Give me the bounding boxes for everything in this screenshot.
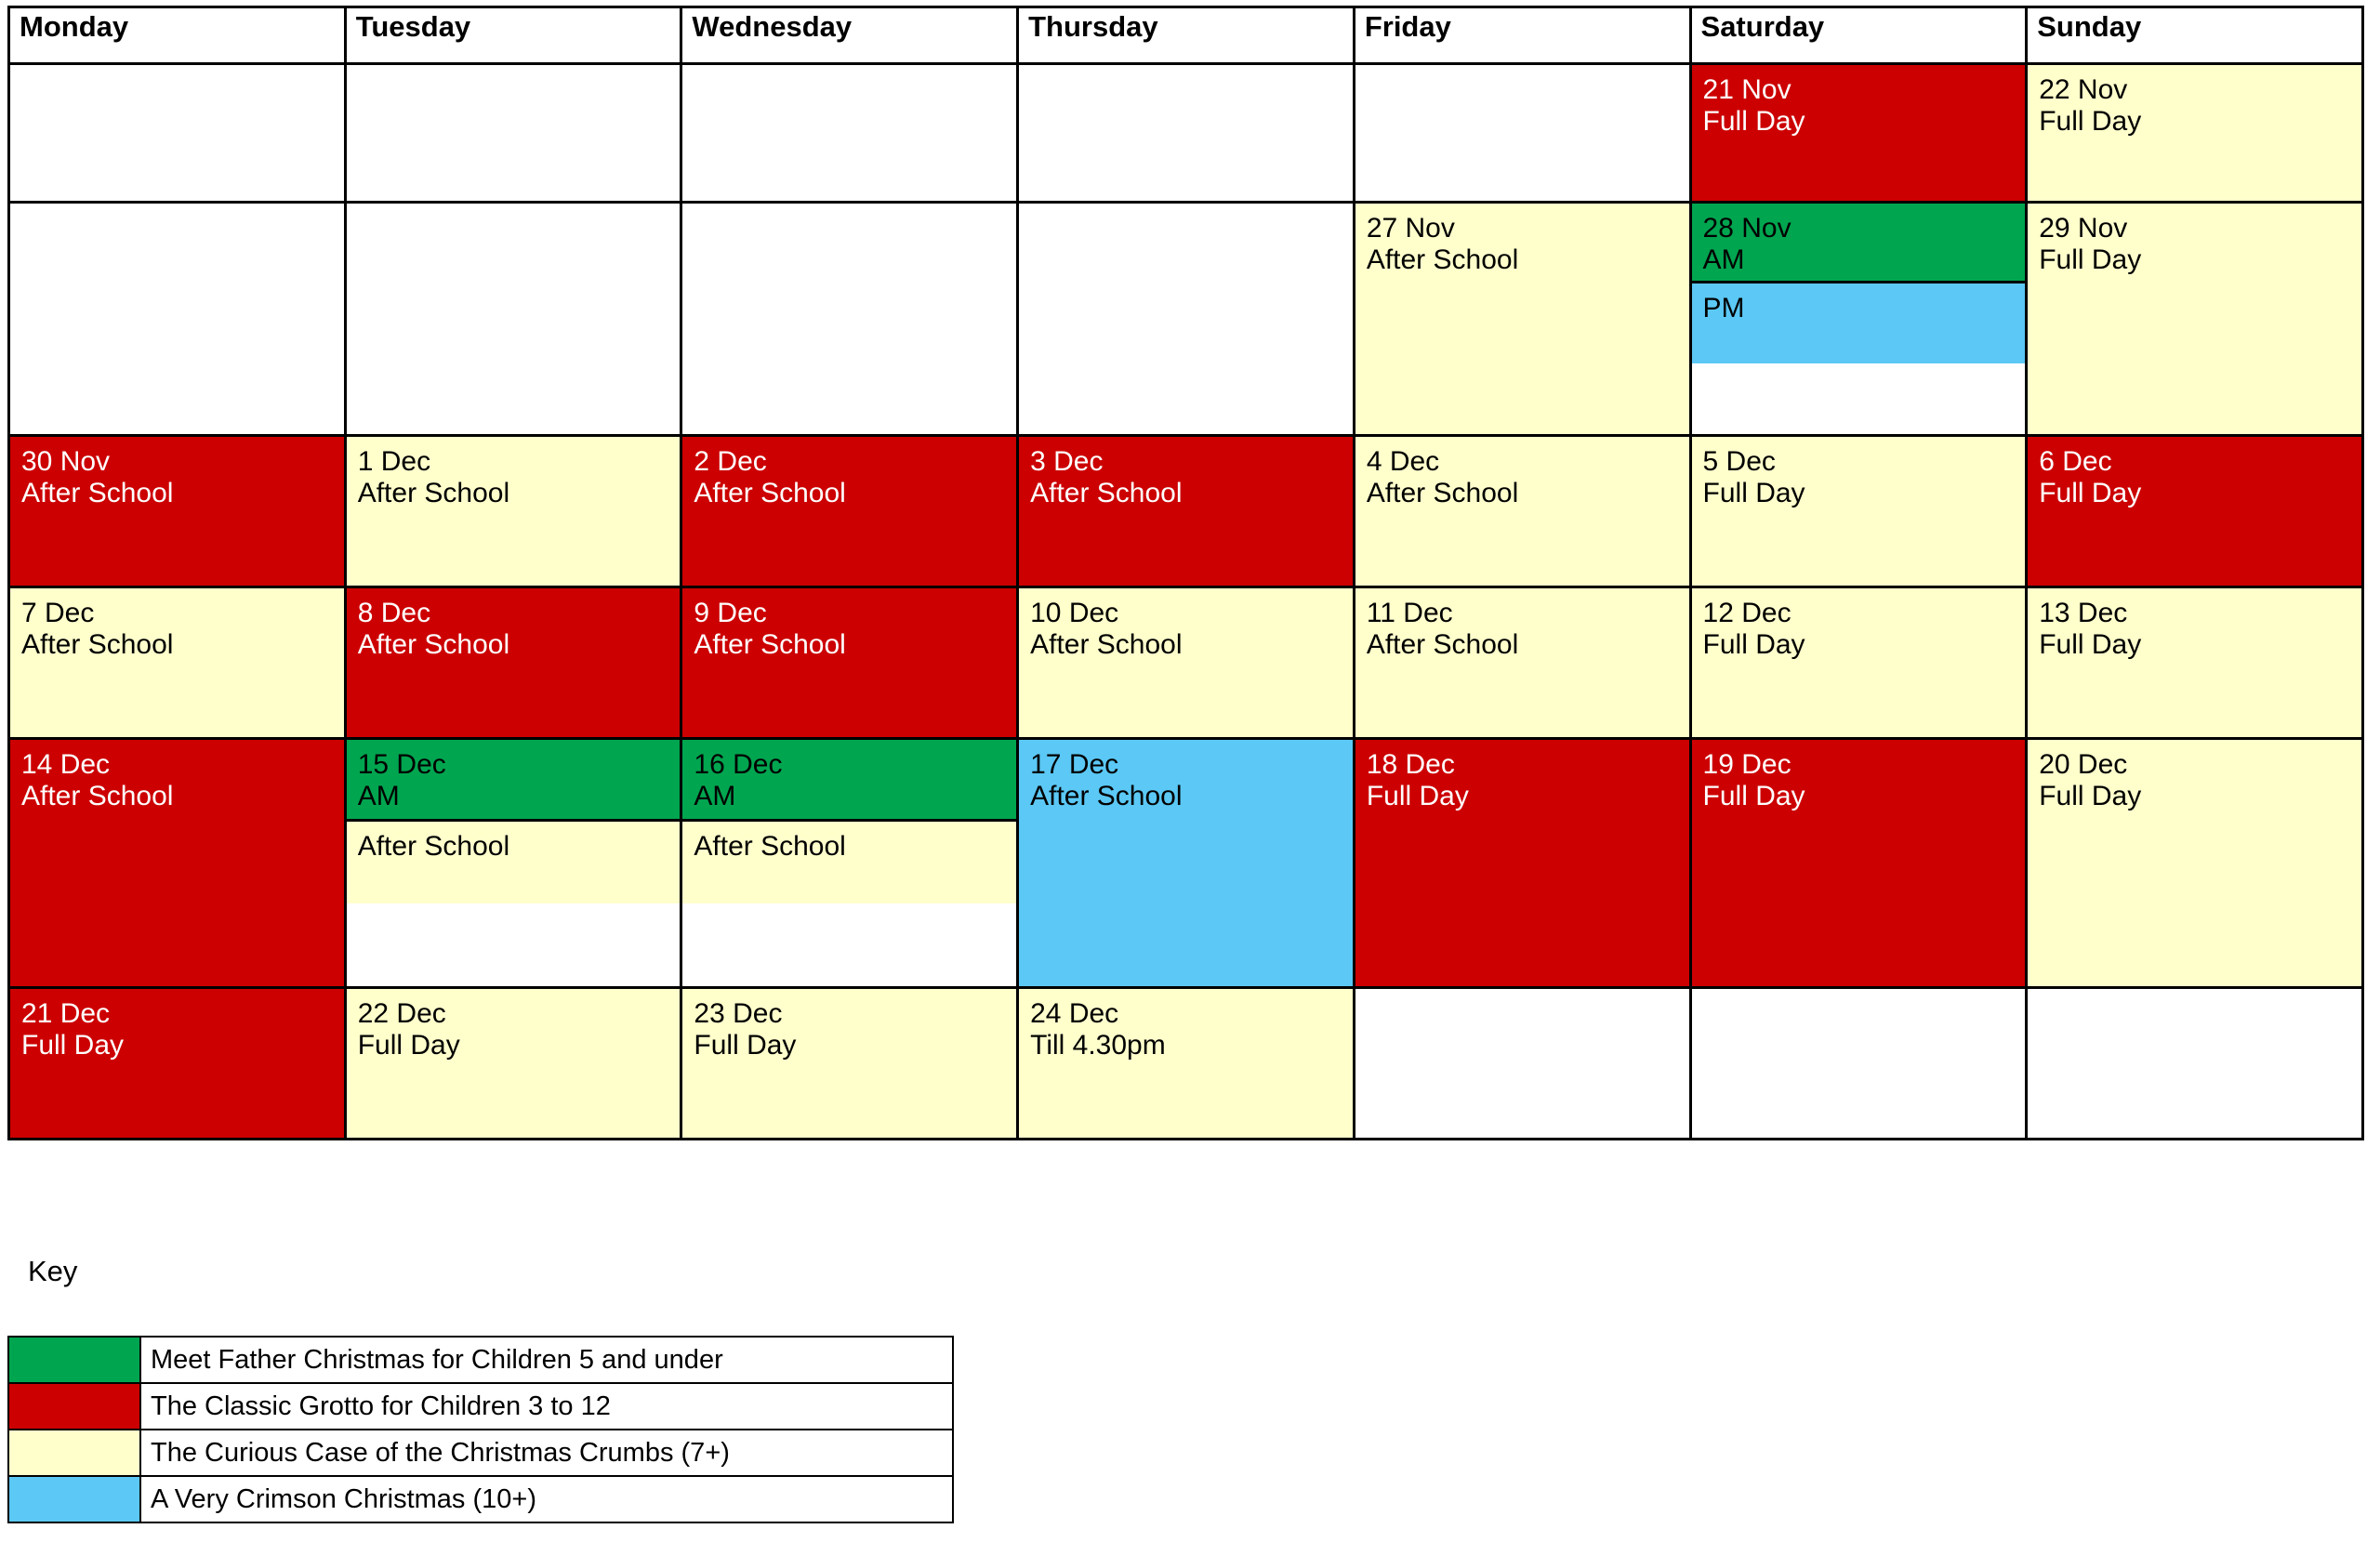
day-session-label: Full Day [694,1029,797,1061]
calendar-cell[interactable] [1354,739,1690,988]
day-cell-24-dec [1019,989,1353,1138]
calendar-cell[interactable] [2027,203,2363,436]
day-cell-27-nov [1355,204,1689,434]
calendar-cell[interactable] [1690,436,2027,587]
day-session-label: Full Day [2039,628,2142,660]
day-session-label: After School [1366,244,1519,275]
calendar-cell[interactable] [345,587,681,739]
day-session-label: After School [21,628,174,660]
key-row [8,1383,953,1430]
weekday-header-thursday: Thursday [1018,7,1355,64]
day-session-label: Full Day [1702,105,1805,137]
day-cell-23-dec [682,989,1016,1138]
day-date: 15 Dec [357,749,446,780]
calendar-cell[interactable] [681,587,1018,739]
key-swatch-cream-icon [8,1430,140,1476]
day-session-label: After School [1030,780,1183,811]
day-session-label: After School [1366,628,1519,660]
key-row [8,1430,953,1476]
day-date: 18 Dec [1366,749,1455,780]
calendar-cell[interactable] [681,436,1018,587]
day-session-label: AM [694,780,736,811]
day-cell-7-dec [10,588,344,737]
calendar-cell[interactable] [1354,988,1690,1140]
day-cell-empty [347,65,681,201]
calendar-cell[interactable] [1690,988,2027,1140]
day-cell-11-dec [1355,588,1689,737]
calendar-cell[interactable] [2027,988,2363,1140]
day-session-label: After School [1030,477,1183,508]
day-cell-18-dec [1355,740,1689,986]
key-swatch-blue-icon [8,1476,140,1522]
day-cell-22-dec [347,989,681,1138]
day-session-label: After School [357,628,510,660]
day-cell-empty [1692,989,2026,1138]
day-cell-21-dec [10,989,344,1138]
day-cell-empty [1355,989,1689,1138]
calendar-cell[interactable] [2027,739,2363,988]
day-session-label: Full Day [2039,105,2142,137]
day-session-label: Full Day [2039,477,2142,508]
day-date: 21 Nov [1702,74,1792,105]
day-session-label: After School [694,628,846,660]
day-date: 4 Dec [1366,446,1440,477]
day-segment-am [347,740,681,822]
calendar-cell[interactable] [345,203,681,436]
day-date: 9 Dec [694,598,767,628]
day-cell-6-dec [2028,437,2361,586]
key-title: Key [28,1255,78,1287]
day-date: 10 Dec [1030,598,1119,628]
calendar-cell[interactable] [681,739,1018,988]
key-swatch-green-icon [8,1337,140,1383]
day-session-label: After School [21,477,174,508]
day-session-label: Full Day [1702,477,1805,508]
day-date: 28 Nov [1702,213,1792,244]
day-session-label: Full Day [2039,244,2142,275]
day-date: 24 Dec [1030,998,1119,1029]
day-cell-empty [1355,65,1689,201]
day-cell-16-dec [682,740,1016,986]
day-session-label: After School [357,831,510,862]
calendar-cell[interactable] [1690,739,2027,988]
key-label: The Classic Grotto for Children 3 to 12 [140,1383,953,1430]
day-cell-20-dec [2028,740,2361,986]
day-cell-14-dec [10,740,344,986]
day-cell-5-dec [1692,437,2026,586]
calendar-week-row [9,988,2363,1140]
day-cell-22-nov [2028,65,2361,201]
calendar-cell[interactable] [345,436,681,587]
day-cell-empty [10,65,344,201]
day-session-label: AM [357,780,400,811]
calendar-cell[interactable] [1354,203,1690,436]
key-row [8,1476,953,1522]
day-session-label: PM [1702,293,1745,323]
calendar-cell[interactable] [345,64,681,203]
calendar-cell[interactable] [681,64,1018,203]
day-segment-after-school [682,822,1016,903]
day-date: 3 Dec [1030,446,1104,477]
day-cell-12-dec [1692,588,2026,737]
day-session-label: After School [21,780,174,811]
calendar-week-row [9,739,2363,988]
calendar-cell[interactable] [1354,587,1690,739]
day-date: 17 Dec [1030,749,1119,780]
calendar-cell[interactable] [1018,436,1355,587]
calendar-cell[interactable] [1018,739,1355,988]
calendar-cell[interactable] [9,988,346,1140]
christmas-calendar [7,6,2364,1140]
day-cell-29-nov [2028,204,2361,434]
calendar-cell[interactable] [1018,203,1355,436]
day-date: 2 Dec [694,446,767,477]
weekday-header-wednesday: Wednesday [681,7,1018,64]
day-cell-2-dec [682,437,1016,586]
calendar-cell[interactable] [1354,436,1690,587]
calendar-cell[interactable] [345,739,681,988]
day-date: 22 Dec [357,998,446,1029]
day-cell-empty [682,204,1016,434]
weekday-header-tuesday: Tuesday [345,7,681,64]
day-date: 23 Dec [694,998,783,1029]
weekday-header-monday: Monday [9,7,346,64]
day-cell-19-dec [1692,740,2026,986]
calendar-cell[interactable] [345,988,681,1140]
key-label: A Very Crimson Christmas (10+) [140,1476,953,1522]
calendar-week-row [9,203,2363,436]
calendar-week-row [9,64,2363,203]
day-cell-empty [10,204,344,434]
day-cell-10-dec [1019,588,1353,737]
day-date: 16 Dec [694,749,783,780]
day-date: 13 Dec [2039,598,2128,628]
day-session-label: After School [1366,477,1519,508]
calendar-cell[interactable] [1018,587,1355,739]
day-session-label: Full Day [1702,628,1805,660]
calendar-cell[interactable] [1690,587,2027,739]
day-cell-empty [1019,65,1353,201]
day-session-label: Full Day [21,1029,125,1061]
day-date: 1 Dec [357,446,431,477]
day-cell-empty [347,204,681,434]
day-cell-17-dec [1019,740,1353,986]
calendar-cell[interactable] [9,739,346,988]
day-session-label: After School [1030,628,1183,660]
day-session-label: After School [694,831,846,862]
day-date: 11 Dec [1366,598,1453,628]
calendar-cell[interactable] [9,203,346,436]
key-label: Meet Father Christmas for Children 5 and under [140,1337,953,1383]
day-segment-after-school [347,822,681,903]
day-cell-8-dec [347,588,681,737]
calendar-cell[interactable] [1018,988,1355,1140]
calendar-cell[interactable] [2027,64,2363,203]
day-session-label: Full Day [1702,780,1805,811]
day-segment-am [1692,204,2026,283]
day-date: 27 Nov [1366,213,1455,244]
day-date: 5 Dec [1702,446,1776,477]
day-session-label: AM [1702,244,1745,275]
day-cell-15-dec [347,740,681,986]
day-cell-21-nov [1692,65,2026,201]
day-session-label: After School [694,477,846,508]
day-date: 12 Dec [1702,598,1792,628]
weekday-header-sunday: Sunday [2027,7,2363,64]
day-date: 21 Dec [21,998,111,1029]
day-cell-13-dec [2028,588,2361,737]
calendar-week-row [9,587,2363,739]
weekday-header-friday: Friday [1354,7,1690,64]
key-label: The Curious Case of the Christmas Crumbs (7+) [140,1430,953,1476]
day-cell-9-dec [682,588,1016,737]
calendar-cell[interactable] [9,436,346,587]
calendar-cell[interactable] [9,64,346,203]
day-date: 20 Dec [2039,749,2128,780]
day-session-label: After School [357,477,510,508]
day-date: 6 Dec [2039,446,2112,477]
key-swatch-red-icon [8,1383,140,1430]
day-cell-empty [682,65,1016,201]
calendar-week-row [9,436,2363,587]
day-date: 30 Nov [21,446,111,477]
day-cell-28-nov [1692,204,2026,434]
day-cell-1-dec [347,437,681,586]
day-date: 8 Dec [357,598,431,628]
day-cell-4-dec [1355,437,1689,586]
calendar-cell[interactable] [1690,203,2027,436]
calendar-cell[interactable] [681,203,1018,436]
day-cell-30-nov [10,437,344,586]
calendar-header-row [9,7,2363,64]
key-legend [7,1336,954,1523]
day-session-label: Full Day [1366,780,1469,811]
day-cell-empty [1019,204,1353,434]
calendar-cell[interactable] [2027,436,2363,587]
day-session-label: Full Day [357,1029,460,1061]
key-row [8,1337,953,1383]
day-cell-3-dec [1019,437,1353,586]
calendar-cell[interactable] [1690,64,2027,203]
day-date: 22 Nov [2039,74,2128,105]
day-date: 14 Dec [21,749,111,780]
calendar-cell[interactable] [1354,64,1690,203]
day-cell-empty [2028,989,2361,1138]
day-segment-am [682,740,1016,822]
day-session-label: Till 4.30pm [1030,1029,1166,1061]
calendar-cell[interactable] [1018,64,1355,203]
day-date: 19 Dec [1702,749,1792,780]
calendar-cell[interactable] [2027,587,2363,739]
day-session-label: Full Day [2039,780,2142,811]
calendar-cell[interactable] [681,988,1018,1140]
weekday-header-saturday: Saturday [1690,7,2027,64]
day-segment-pm [1692,283,2026,363]
calendar-cell[interactable] [9,587,346,739]
day-date: 7 Dec [21,598,95,628]
day-date: 29 Nov [2039,213,2128,244]
